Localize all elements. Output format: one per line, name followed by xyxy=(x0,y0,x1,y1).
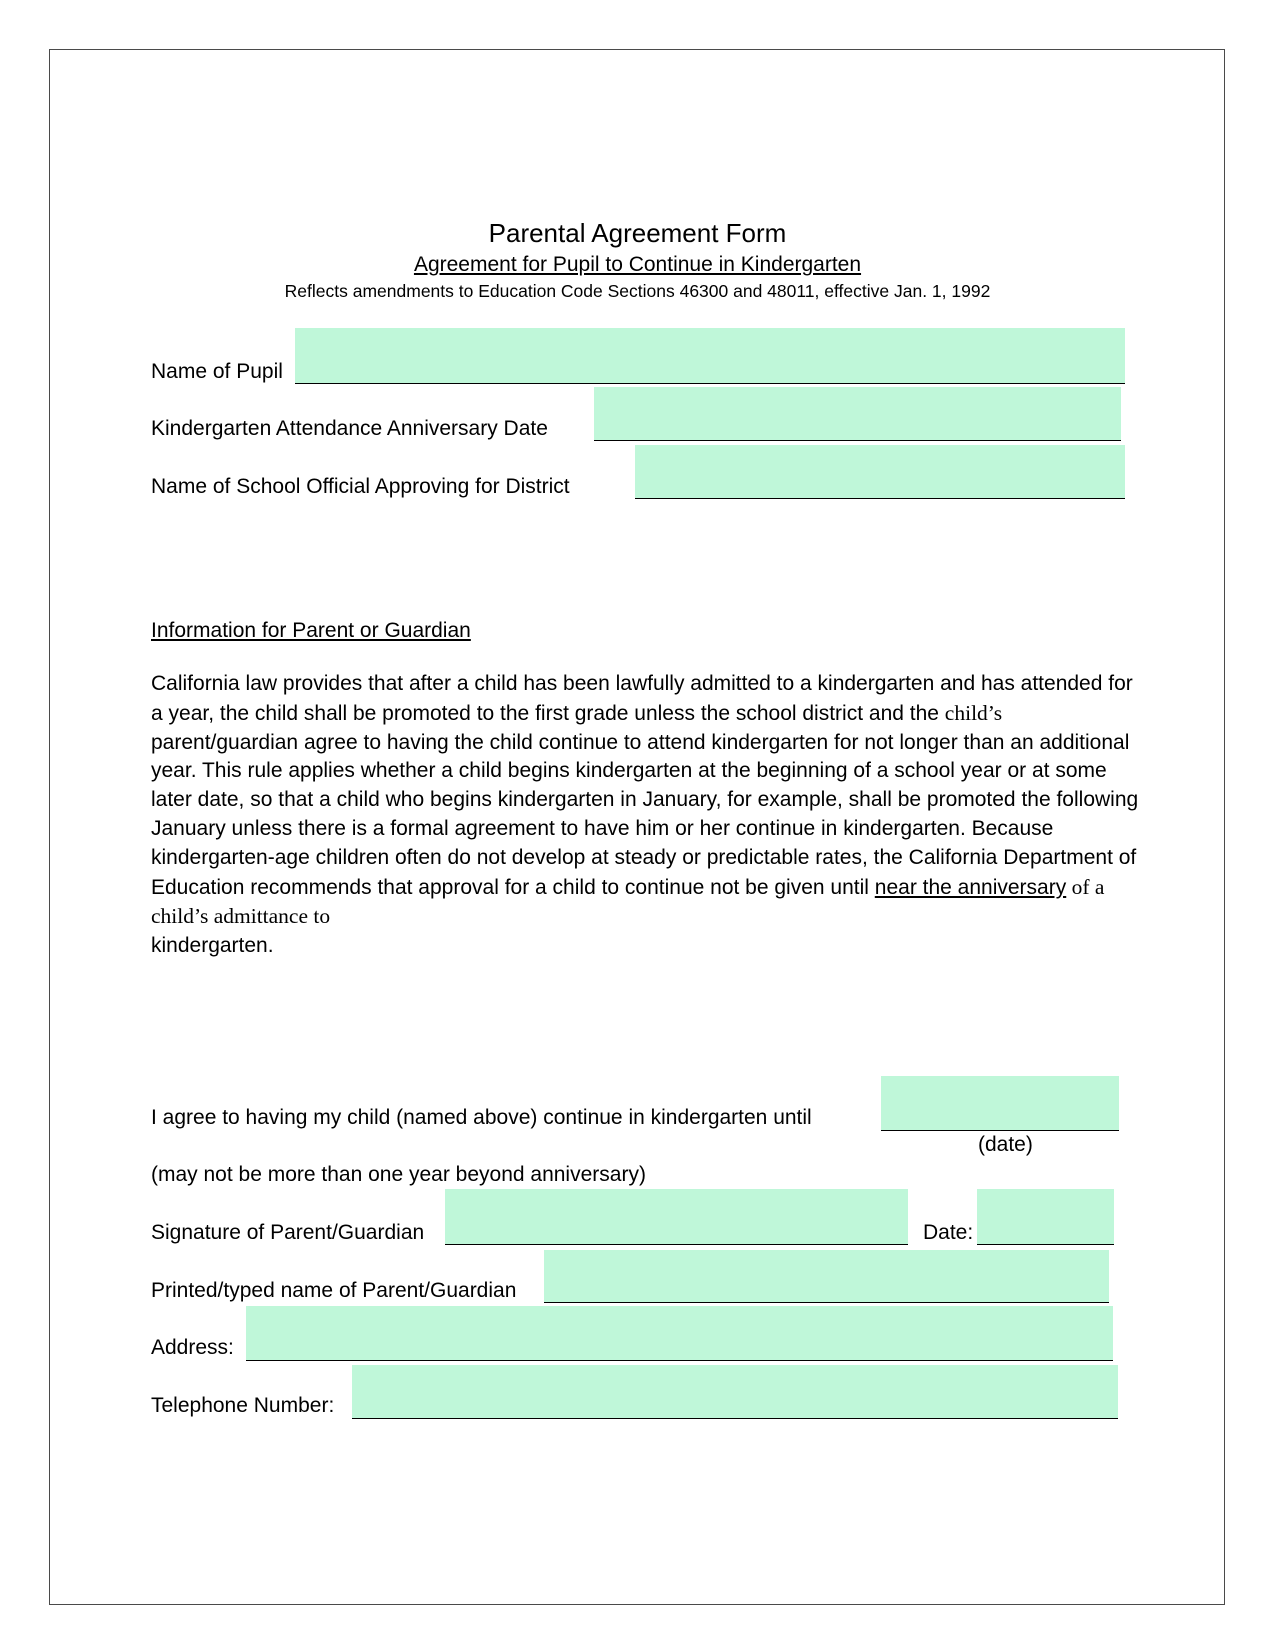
pupil-name-label: Name of Pupil xyxy=(151,360,283,383)
anniversary-date-label: Kindergarten Attendance Anniversary Date xyxy=(151,417,548,440)
form-subtitle xyxy=(0,252,1275,277)
address-label: Address: xyxy=(151,1336,234,1359)
address-field[interactable] xyxy=(246,1306,1113,1361)
form-subtitle-text: Agreement for Pupil to Continue in Kindergarten xyxy=(413,253,862,276)
info-text-serif-2: of a child’s admittance to xyxy=(151,874,1105,929)
signature-label: Signature of Parent/Guardian xyxy=(151,1221,425,1244)
signature-date-field[interactable] xyxy=(977,1189,1114,1245)
continue-until-date-field[interactable] xyxy=(881,1076,1119,1131)
telephone-field[interactable] xyxy=(352,1365,1118,1419)
info-heading: Information for Parent or Guardian xyxy=(151,619,471,642)
info-text-2: parent/guardian agree to having the child continue to attend kindergarten for not longer than an additional year. This rule applies whether a child begins kindergarten at the beginning of a school year or at some later date, so that a child who begins kindergarten in January, for example, shall be promoted the following January unless there is a formal agreement to have him or her continue in kindergarten. Because kindergarten-age children often do not develop at steady or predictable rates, the California Department of Education recommends that approval for a child to continue not be given until xyxy=(151,730,1139,899)
signature-field[interactable] xyxy=(445,1189,908,1245)
printed-name-label: Printed/typed name of Parent/Guardian xyxy=(151,1279,517,1302)
info-text-1: California law provides that after a child has been lawfully admitted to a kindergarten and has attended for a year, the child shall be promoted to the first grade unless the school district and the xyxy=(151,672,1133,725)
signature-date-label: Date: xyxy=(923,1221,974,1244)
anniversary-date-field[interactable] xyxy=(594,387,1121,441)
school-official-field[interactable] xyxy=(635,445,1125,499)
info-text-serif-1: child’s xyxy=(944,700,1003,725)
agree-label: I agree to having my child (named above) continue in kindergarten until xyxy=(151,1106,812,1129)
date-caption: (date) xyxy=(978,1133,1033,1156)
info-paragraph xyxy=(151,670,1141,961)
info-text-3: kindergarten. xyxy=(151,934,274,958)
form-title: Parental Agreement Form xyxy=(488,218,787,248)
amendments-note: Reflects amendments to Education Code Sections 46300 and 48011, effective Jan. 1, 1992 xyxy=(284,281,991,301)
school-official-label: Name of School Official Approving for District xyxy=(151,475,570,498)
limit-note: (may not be more than one year beyond anniversary) xyxy=(151,1163,646,1186)
pupil-name-field[interactable] xyxy=(295,328,1125,384)
printed-name-field[interactable] xyxy=(544,1250,1109,1303)
telephone-label: Telephone Number: xyxy=(151,1394,335,1417)
info-text-underlined: near the anniversary xyxy=(874,875,1067,899)
